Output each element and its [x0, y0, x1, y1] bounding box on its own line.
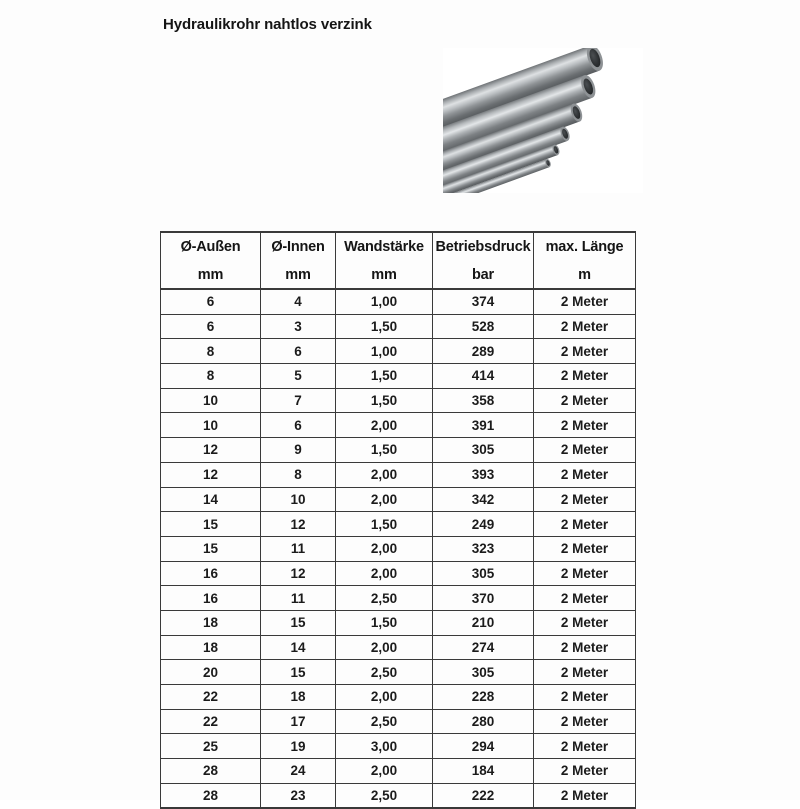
cell-operating-pressure: 274: [433, 635, 534, 660]
cell-outer-diameter: 14: [161, 487, 261, 512]
cell-inner-diameter: 19: [261, 734, 336, 759]
cell-max-length: 2 Meter: [534, 314, 636, 339]
table-header: [161, 232, 636, 289]
cell-inner-diameter: 4: [261, 289, 336, 314]
table-header-row-units: [161, 261, 636, 289]
cell-wall-thickness: 2,00: [336, 413, 433, 438]
cell-operating-pressure: 414: [433, 364, 534, 389]
cell-operating-pressure: 305: [433, 660, 534, 685]
cell-inner-diameter: 15: [261, 610, 336, 635]
cell-max-length: 2 Meter: [534, 783, 636, 808]
table-header-row-labels: [161, 232, 636, 261]
table-row: [161, 635, 636, 660]
table-row: [161, 561, 636, 586]
table-row: [161, 734, 636, 759]
cell-wall-thickness: 2,00: [336, 685, 433, 710]
table-row: [161, 759, 636, 784]
cell-outer-diameter: 16: [161, 561, 261, 586]
col-unit-wall-thickness: mm: [336, 261, 433, 289]
table-row: [161, 364, 636, 389]
cell-outer-diameter: 22: [161, 685, 261, 710]
cell-max-length: 2 Meter: [534, 610, 636, 635]
table-row: [161, 709, 636, 734]
cell-outer-diameter: 10: [161, 388, 261, 413]
cell-operating-pressure: 280: [433, 709, 534, 734]
col-header-outer-diameter: Ø-Außen: [161, 232, 261, 261]
cell-max-length: 2 Meter: [534, 462, 636, 487]
cell-max-length: 2 Meter: [534, 759, 636, 784]
cell-wall-thickness: 2,00: [336, 561, 433, 586]
col-header-max-length: max. Länge: [534, 232, 636, 261]
cell-inner-diameter: 11: [261, 586, 336, 611]
cell-outer-diameter: 8: [161, 339, 261, 364]
cell-wall-thickness: 2,00: [336, 487, 433, 512]
cell-inner-diameter: 12: [261, 561, 336, 586]
cell-outer-diameter: 10: [161, 413, 261, 438]
cell-outer-diameter: 12: [161, 438, 261, 463]
cell-outer-diameter: 16: [161, 586, 261, 611]
cell-wall-thickness: 1,50: [336, 388, 433, 413]
cell-max-length: 2 Meter: [534, 289, 636, 314]
cell-outer-diameter: 15: [161, 536, 261, 561]
cell-inner-diameter: 5: [261, 364, 336, 389]
col-header-wall-thickness: Wandstärke: [336, 232, 433, 261]
cell-wall-thickness: 2,00: [336, 635, 433, 660]
col-unit-inner-diameter: mm: [261, 261, 336, 289]
cell-outer-diameter: 18: [161, 635, 261, 660]
table-row: [161, 536, 636, 561]
cell-inner-diameter: 7: [261, 388, 336, 413]
cell-inner-diameter: 18: [261, 685, 336, 710]
cell-inner-diameter: 24: [261, 759, 336, 784]
cell-max-length: 2 Meter: [534, 685, 636, 710]
cell-max-length: 2 Meter: [534, 388, 636, 413]
cell-operating-pressure: 222: [433, 783, 534, 808]
table-row: [161, 289, 636, 314]
cell-operating-pressure: 374: [433, 289, 534, 314]
cell-outer-diameter: 28: [161, 759, 261, 784]
cell-wall-thickness: 1,50: [336, 512, 433, 537]
table-row: [161, 586, 636, 611]
cell-wall-thickness: 1,00: [336, 339, 433, 364]
cell-inner-diameter: 17: [261, 709, 336, 734]
cell-max-length: 2 Meter: [534, 660, 636, 685]
cell-wall-thickness: 2,50: [336, 660, 433, 685]
cell-operating-pressure: 289: [433, 339, 534, 364]
table-row: [161, 413, 636, 438]
table-row: [161, 660, 636, 685]
table-row: [161, 388, 636, 413]
cell-operating-pressure: 305: [433, 561, 534, 586]
cell-operating-pressure: 370: [433, 586, 534, 611]
cell-inner-diameter: 3: [261, 314, 336, 339]
cell-operating-pressure: 528: [433, 314, 534, 339]
cell-max-length: 2 Meter: [534, 364, 636, 389]
table-row: [161, 314, 636, 339]
cell-inner-diameter: 8: [261, 462, 336, 487]
cell-operating-pressure: 323: [433, 536, 534, 561]
cell-max-length: 2 Meter: [534, 339, 636, 364]
table-row: [161, 685, 636, 710]
cell-outer-diameter: 6: [161, 314, 261, 339]
cell-max-length: 2 Meter: [534, 734, 636, 759]
col-unit-max-length: m: [534, 261, 636, 289]
cell-outer-diameter: 22: [161, 709, 261, 734]
cell-max-length: 2 Meter: [534, 561, 636, 586]
cell-wall-thickness: 1,50: [336, 610, 433, 635]
pipe-specifications-table: [160, 231, 636, 809]
cell-outer-diameter: 25: [161, 734, 261, 759]
table-row: [161, 512, 636, 537]
cell-inner-diameter: 14: [261, 635, 336, 660]
cell-max-length: 2 Meter: [534, 487, 636, 512]
cell-max-length: 2 Meter: [534, 512, 636, 537]
cell-inner-diameter: 15: [261, 660, 336, 685]
cell-max-length: 2 Meter: [534, 438, 636, 463]
cell-operating-pressure: 184: [433, 759, 534, 784]
cell-inner-diameter: 23: [261, 783, 336, 808]
cell-operating-pressure: 391: [433, 413, 534, 438]
cell-operating-pressure: 342: [433, 487, 534, 512]
cell-outer-diameter: 12: [161, 462, 261, 487]
page-title: Hydraulikrohr nahtlos verzink: [163, 16, 372, 33]
col-header-operating-pressure: Betriebsdruck: [433, 232, 534, 261]
cell-wall-thickness: 2,50: [336, 586, 433, 611]
cell-wall-thickness: 1,00: [336, 289, 433, 314]
cell-max-length: 2 Meter: [534, 586, 636, 611]
cell-operating-pressure: 305: [433, 438, 534, 463]
cell-wall-thickness: 1,50: [336, 364, 433, 389]
cell-outer-diameter: 20: [161, 660, 261, 685]
cell-max-length: 2 Meter: [534, 413, 636, 438]
table-row: [161, 610, 636, 635]
cell-inner-diameter: 6: [261, 413, 336, 438]
cell-inner-diameter: 11: [261, 536, 336, 561]
cell-outer-diameter: 18: [161, 610, 261, 635]
table-row: [161, 487, 636, 512]
cell-outer-diameter: 15: [161, 512, 261, 537]
cell-wall-thickness: 1,50: [336, 314, 433, 339]
cell-outer-diameter: 8: [161, 364, 261, 389]
cell-wall-thickness: 2,00: [336, 536, 433, 561]
cell-inner-diameter: 10: [261, 487, 336, 512]
table-row: [161, 783, 636, 808]
cell-operating-pressure: 294: [433, 734, 534, 759]
spec-table-container: [160, 231, 635, 809]
table-row: [161, 438, 636, 463]
cell-wall-thickness: 1,50: [336, 438, 433, 463]
table-row: [161, 462, 636, 487]
cell-max-length: 2 Meter: [534, 536, 636, 561]
col-unit-outer-diameter: mm: [161, 261, 261, 289]
table-body: [161, 289, 636, 808]
cell-max-length: 2 Meter: [534, 709, 636, 734]
cell-inner-diameter: 12: [261, 512, 336, 537]
col-header-inner-diameter: Ø-Innen: [261, 232, 336, 261]
cell-wall-thickness: 3,00: [336, 734, 433, 759]
table-row: [161, 339, 636, 364]
cell-operating-pressure: 228: [433, 685, 534, 710]
cell-wall-thickness: 2,00: [336, 759, 433, 784]
cell-inner-diameter: 9: [261, 438, 336, 463]
cell-outer-diameter: 28: [161, 783, 261, 808]
cell-max-length: 2 Meter: [534, 635, 636, 660]
cell-inner-diameter: 6: [261, 339, 336, 364]
cell-operating-pressure: 249: [433, 512, 534, 537]
col-unit-operating-pressure: bar: [433, 261, 534, 289]
cell-wall-thickness: 2,50: [336, 709, 433, 734]
cell-wall-thickness: 2,00: [336, 462, 433, 487]
steel-pipes-illustration: [443, 48, 643, 193]
cell-operating-pressure: 210: [433, 610, 534, 635]
cell-outer-diameter: 6: [161, 289, 261, 314]
cell-wall-thickness: 2,50: [336, 783, 433, 808]
product-image-steel-pipes: [443, 48, 643, 193]
cell-operating-pressure: 358: [433, 388, 534, 413]
cell-operating-pressure: 393: [433, 462, 534, 487]
